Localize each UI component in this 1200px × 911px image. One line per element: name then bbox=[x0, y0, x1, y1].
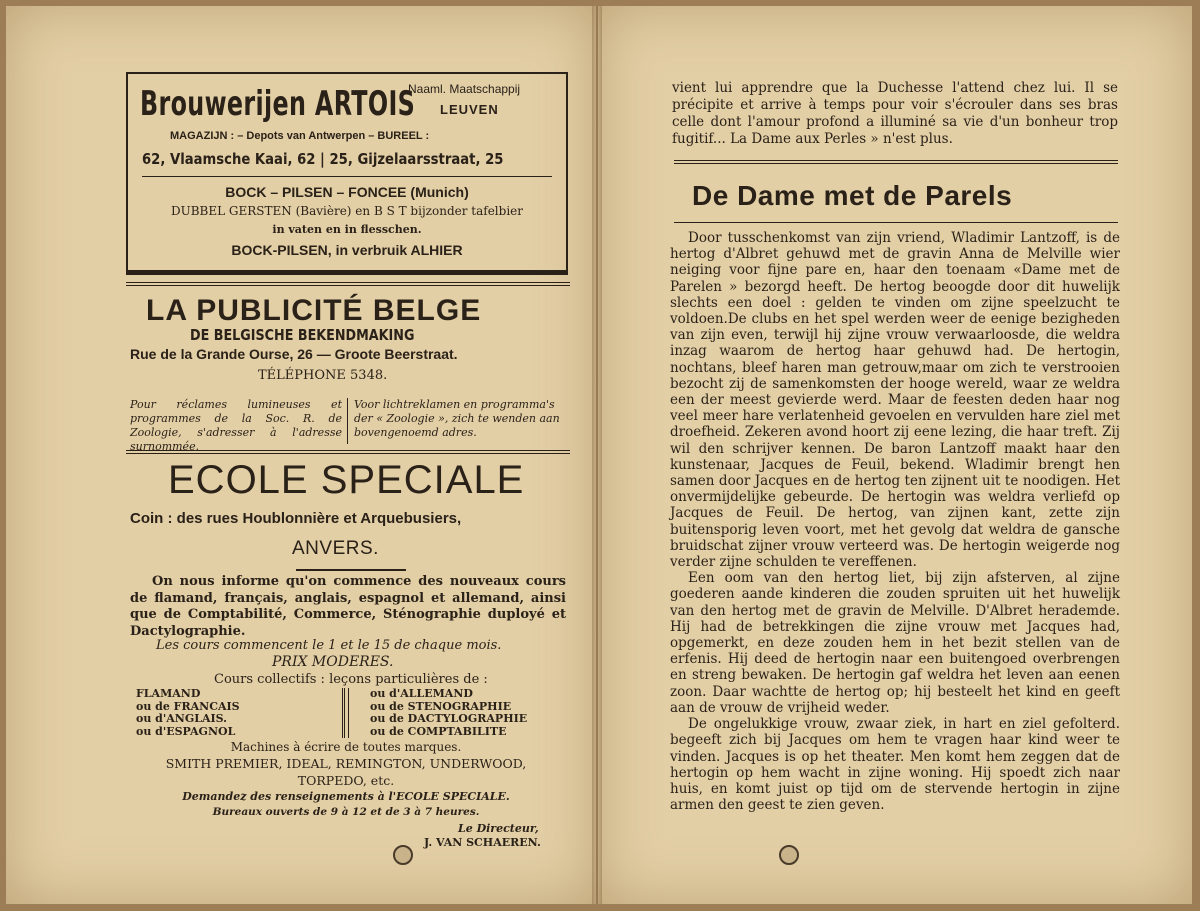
section-divider bbox=[126, 282, 570, 286]
title-bottom-rule bbox=[674, 222, 1118, 223]
publicite-telephone: TÉLÉPHONE 5348. bbox=[258, 368, 388, 383]
story-body bbox=[670, 230, 1120, 813]
ecole-directeur: Le Directeur, bbox=[458, 822, 539, 835]
ecole-city: ANVERS. bbox=[292, 538, 379, 559]
artois-magazijn: MAGAZIJN : – Depots van Antwerpen – BUREEL : bbox=[170, 130, 430, 142]
section-divider bbox=[126, 450, 570, 454]
artois-beers: BOCK – PILSEN – FONCEE (Munich) bbox=[225, 184, 469, 200]
story-title: De Dame met de Parels bbox=[692, 180, 1013, 211]
language-separator bbox=[342, 688, 349, 738]
language-item: ou de DACTYLOGRAPHIE bbox=[370, 712, 528, 725]
short-rule bbox=[296, 569, 406, 571]
artois-advertisement bbox=[126, 72, 568, 275]
story-paragraph: Door tusschenkomst van zijn vriend, Wladimir Lantzoff, is de hertog d'Albret gehuwd met de gravin Anna de Melville wier neiging voor fijne pare en, haar den toenaam «Dame met de Parelen » bezorgd heeft. De hertog beoogde door dit huwelijk slechts een doel : gelden te vinden om zijne speelzucht te voldoen.De clubs en het spel werden weer de eenige bezigheden van zijn even, terwijl hij zijne vrouw verwaarloosde, die weldra inzag waarom de hertog haar gehuwd had. De hertogin, nochtans, bleef haren man getrouw,maar om zich te verstrooien bezocht zij de samenkomsten der hooge wereld, waar ze weldra een der meest gevierde werd. Maar de feesten deden haar nog veel meer hare verlatenheid gevoelen en vervulden hare ziel met droefheid. Zekeren avond hoort zij eene lezing, die haar treft. Zij wil den schrijver kennen. De baron Lantzoff maakt haar den kunstenaar, Jacques de Feuil, bekend. Wladimir brengt hen samen door Jacques en de hertog ten zijnent uit te noodigen. Het onvermijdelijke gebeurde. De hertogin was weldra verliefd op Jacques de Feuil. De hertog, van zijnen kant, zette zijn buitensporig leven voort, met het gevolg dat weldra de gansche bruidschat zijner vrouw verteerd was. De hertogin weigerde nog verder zijne schulden te vereffenen. bbox=[670, 230, 1120, 571]
language-item: ou d'ALLEMAND bbox=[370, 687, 473, 700]
ecole-course-dates: Les cours commencent le 1 et le 15 de chaque mois. bbox=[156, 638, 502, 653]
language-item: FLAMAND bbox=[136, 687, 201, 700]
language-item: ou d'ESPAGNOL bbox=[136, 724, 236, 738]
ecole-languages-right bbox=[370, 688, 527, 738]
language-item: ou d'ANGLAIS. bbox=[136, 712, 228, 725]
publicite-address: Rue de la Grande Ourse, 26 — Groote Beerstraat. bbox=[130, 346, 458, 362]
publicite-title: LA PUBLICITÉ BELGE bbox=[146, 294, 482, 327]
ecole-prices: PRIX MODERES. bbox=[272, 654, 394, 670]
ecole-brands: SMITH PREMIER, IDEAL, REMINGTON, UNDERWOOD, bbox=[165, 756, 527, 771]
previous-story-ending: vient lui apprendre que la Duchesse l'attend chez lui. Il se précipite et arrive à temps pour voir s'écrouler dans ses bras celle dont l'amour profond a illuminé sa vie d'un bonheur trop fugitif... La Dame aux Perles » n'est plus. bbox=[672, 80, 1118, 147]
artois-addresses: 62, Vlaamsche Kaai, 62 | 25, Gijzelaarsstraat, 25 bbox=[142, 150, 504, 168]
ecole-machines: Machines à écrire de toutes marques. bbox=[230, 740, 462, 754]
ecole-signature: J. VAN SCHAEREN. bbox=[424, 836, 541, 849]
artois-rule bbox=[142, 176, 552, 177]
artois-dubbel: DUBBEL GERSTEN (Bavière) en B S T bijzonder tafelbier bbox=[171, 204, 523, 218]
language-item: ou de FRANCAIS bbox=[136, 699, 240, 713]
title-top-rule bbox=[674, 160, 1118, 164]
ecole-demandez: Demandez des renseignements à l'ECOLE SPECIALE. bbox=[182, 790, 510, 803]
ecole-brands-2: TORPEDO, etc. bbox=[297, 773, 395, 788]
artois-alhier: BOCK-PILSEN, in verbruik ALHIER bbox=[231, 242, 463, 258]
column-separator bbox=[347, 398, 348, 444]
ecole-title: ECOLE SPECIALE bbox=[168, 458, 525, 502]
artois-vaten: in vaten en in flesschen. bbox=[272, 223, 422, 236]
center-fold bbox=[592, 6, 602, 904]
ecole-address: Coin : des rues Houblonnière et Arquebusiers, bbox=[130, 510, 462, 527]
story-paragraph: Een oom van den hertog liet, bij zijn afsterven, al zijne goederen aande kinderen die zouden spruiten uit het huwelijk van den hertog met de gravin de Melville. D'Albret herademde. Hij had de betrekkingen die zijne vrouw met Jacques had, opgemerkt, en deze zouden hem in het bezit stellen van de erfenis. Hij deed de hertogin naar een buitengoed overbrengen en streng bewaken. De hertogin gaf weldra het leven aan eenen zoon. Daar wachtte de hertog op; hij besteelt het kind en geeft aan de vrouw de vrijheid weder. bbox=[670, 570, 1120, 716]
artois-brand: Brouwerijen ARTOIS bbox=[140, 84, 416, 124]
publicite-col-french: Pour réclames lumineuses et programmes de la Soc. R. de Zoologie, s'adresser à l'adresse surnommée. bbox=[130, 398, 342, 453]
language-item: ou de COMPTABILITE bbox=[370, 724, 507, 738]
ecole-languages-left bbox=[136, 688, 240, 738]
language-item: ou de STENOGRAPHIE bbox=[370, 699, 512, 713]
artois-city: LEUVEN bbox=[440, 102, 499, 117]
staple-hole-left bbox=[393, 845, 413, 865]
ecole-collective: Cours collectifs : leçons particulières de : bbox=[214, 672, 488, 687]
story-paragraph: De ongelukkige vrouw, zwaar ziek, in hart en ziel gefolterd. begeeft zich bij Jacques om hem te vragen haar kind weer te vinden. Jacques is op het theater. Men komt hem zeggen dat de hertogin op hem wacht in zijne woning. Hij spoedt zich naar huis, en komt juist op tijd om de stervende hertogin in zijne armen den geest te zien geven. bbox=[670, 716, 1120, 814]
ecole-office-hours: Bureaux ouverts de 9 à 12 et de 3 à 7 heures. bbox=[212, 806, 480, 818]
publicite-subtitle: DE BELGISCHE BEKENDMAKING bbox=[190, 326, 415, 344]
publicite-col-dutch: Voor lichtreklamen en programma's der « Zoologie », zich te wenden aan bovengenoemd adres. bbox=[354, 398, 560, 439]
staple-hole-right bbox=[779, 845, 799, 865]
ecole-paragraph: On nous informe qu'on commence des nouveaux cours de flamand, français, anglais, espagnol et allemand, ainsi que de Comptabilité, Commerce, Sténographie duployé et Dactylographie. bbox=[130, 574, 566, 639]
artois-company-type: Naaml. Maatschappij bbox=[408, 82, 521, 96]
